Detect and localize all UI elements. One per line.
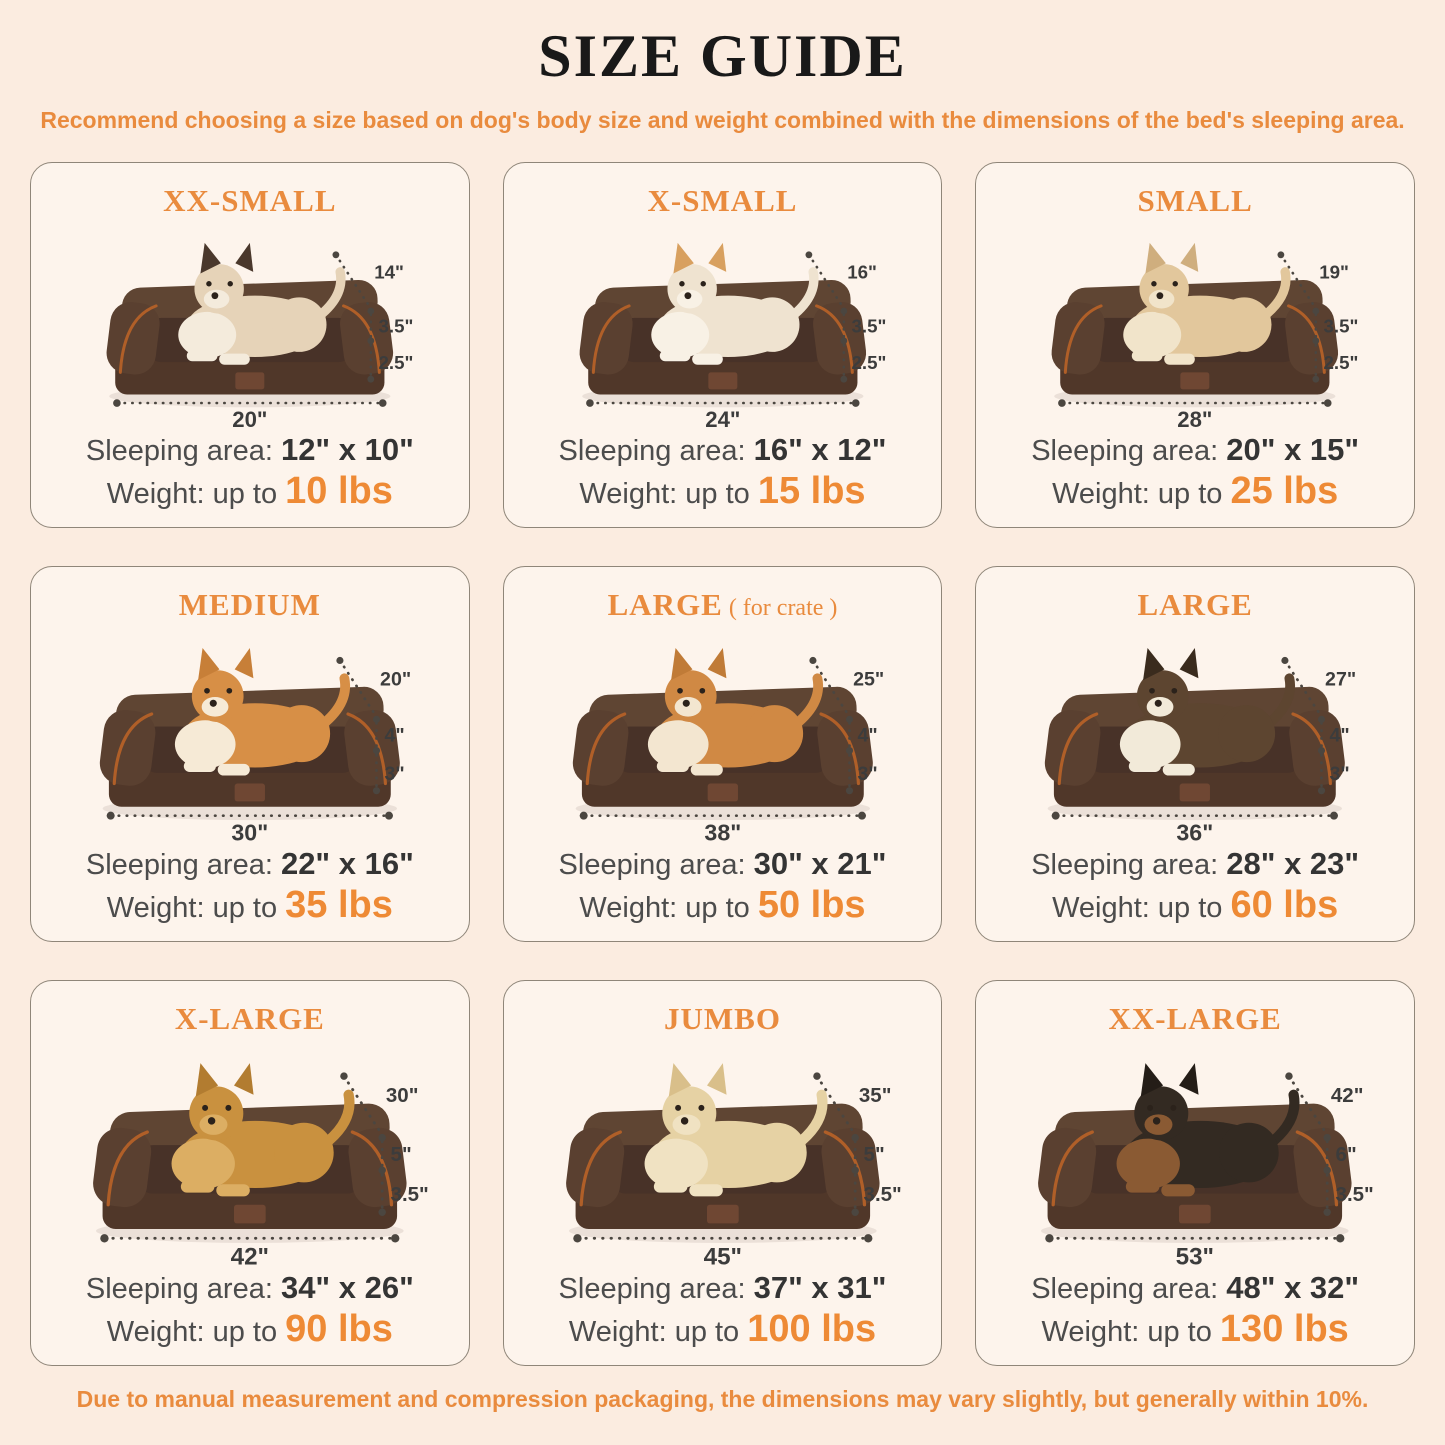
dimension-dot — [373, 787, 380, 794]
size-name-main: SMALL — [1137, 183, 1253, 218]
pet-muzzle — [1149, 290, 1175, 309]
pet-nose — [681, 1117, 688, 1124]
pet-ear-right — [235, 243, 253, 272]
pet-front-paw — [184, 760, 216, 772]
lower-height-label: 2.5" — [378, 351, 414, 373]
bed-width-label: 38" — [704, 819, 741, 846]
bed-width-label: 36" — [1176, 819, 1214, 846]
size-card — [975, 980, 1415, 1366]
sleeping-area-line — [86, 432, 414, 468]
pet-muzzle — [200, 1114, 228, 1135]
dimension-dot — [367, 337, 374, 344]
dimension-dot — [1318, 787, 1325, 794]
bed-brand-tag — [234, 1205, 266, 1224]
dimension-dot — [379, 399, 387, 407]
pet-front-paw — [689, 1184, 723, 1196]
bed-brand-tag — [235, 372, 264, 389]
sleeping-area-value: 37" x 31" — [753, 1270, 887, 1305]
sleeping-area-value: 16" x 12" — [753, 432, 887, 467]
sleeping-area-value: 48" x 32" — [1226, 1270, 1360, 1305]
weight-line — [579, 884, 865, 927]
bed-width-label: 24" — [704, 406, 741, 432]
size-name-suffix: ( for crate ) — [722, 595, 838, 621]
sleeping-area-label: Sleeping area: — [1031, 849, 1227, 881]
size-grid — [30, 162, 1415, 1366]
bed-illustration — [984, 623, 1406, 846]
diagonal-dimension-label: 35" — [858, 1084, 892, 1108]
weight-line — [1052, 884, 1338, 927]
pet-eye — [677, 688, 683, 694]
diagonal-dimension-label: 16" — [846, 261, 877, 283]
dimension-dot — [852, 399, 860, 407]
upper-height-label: 4" — [1329, 724, 1351, 747]
bed-illustration — [39, 1037, 461, 1270]
bed-brand-tag — [1179, 1205, 1211, 1224]
weight-value: 50 lbs — [757, 884, 866, 926]
pet-front-paw — [656, 760, 688, 772]
pet-muzzle — [1145, 1114, 1173, 1135]
bed-brand-tag — [1180, 784, 1210, 802]
sleeping-area-label: Sleeping area: — [85, 435, 281, 467]
sleeping-area-value: 34" x 26" — [280, 1270, 414, 1305]
pet-haunch — [272, 297, 327, 352]
dimension-dot — [805, 251, 812, 258]
pet-ear-right — [707, 648, 726, 678]
sleeping-area-label: Sleeping area: — [1031, 435, 1227, 467]
upper-height-label: 6" — [1335, 1142, 1358, 1166]
weight-line — [107, 884, 393, 927]
pet-ear-right — [235, 648, 254, 678]
dimension-dot — [378, 1208, 385, 1215]
bed-brand-tag — [707, 1205, 739, 1224]
bed-brand-tag — [707, 784, 737, 802]
dimension-dot — [332, 251, 339, 258]
pet-haunch — [1217, 297, 1272, 352]
upper-height-label: 4" — [857, 724, 878, 747]
dimension-dot — [1318, 747, 1325, 754]
upper-height-label: 3.5" — [1323, 315, 1359, 337]
dimension-dot — [1324, 1208, 1331, 1215]
dimension-dot — [107, 812, 115, 820]
weight-label: Weight: up to — [106, 1316, 286, 1348]
weight-value: 130 lbs — [1219, 1308, 1349, 1350]
dimension-dot — [851, 1208, 858, 1215]
lower-height-label: 2.5" — [851, 351, 887, 373]
size-card — [30, 566, 470, 942]
size-name-main: X-SMALL — [647, 183, 798, 218]
dimension-dot — [1324, 399, 1332, 407]
size-card — [975, 162, 1415, 528]
bed-illustration — [39, 219, 461, 432]
pet-front-paw — [1132, 350, 1163, 361]
sleeping-area-line — [1031, 846, 1359, 882]
size-card — [30, 980, 470, 1366]
pet-eye — [1147, 1105, 1153, 1111]
weight-line — [1042, 1308, 1349, 1351]
dimension-dot — [864, 1234, 872, 1242]
diagonal-dimension-label: 30" — [385, 1084, 419, 1108]
header — [0, 0, 1445, 134]
pet-eye — [700, 281, 705, 286]
upper-height-label: 3.5" — [851, 315, 887, 337]
weight-value: 90 lbs — [285, 1308, 393, 1350]
pet-nose — [684, 292, 691, 299]
pet-haunch — [747, 1123, 807, 1183]
weight-label: Weight: up to — [579, 892, 758, 924]
dimension-dot — [1286, 1072, 1293, 1079]
pet-haunch — [274, 1123, 334, 1183]
bed-illustration — [39, 623, 461, 846]
pet-front-paw — [181, 1181, 215, 1193]
size-name-main: JUMBO — [664, 1001, 781, 1036]
size-name-main: XX-SMALL — [163, 183, 337, 218]
pet-ear-right — [234, 1063, 254, 1095]
dimension-dot — [840, 376, 847, 383]
dimension-dot — [840, 337, 847, 344]
pet-eye — [204, 688, 210, 694]
pet-eye — [1152, 281, 1157, 286]
bed-illustration — [984, 1037, 1406, 1270]
lower-height-label: 3.5" — [1335, 1183, 1375, 1207]
size-name — [175, 1001, 325, 1037]
diagonal-dimension-label: 27" — [1325, 668, 1357, 691]
bed-brand-tag — [235, 784, 265, 802]
disclaimer-note: Due to manual measurement and compression packaging, the dimensions may vary slightly, but generally within 10%. — [76, 1386, 1369, 1412]
pet-front-paw — [1162, 1184, 1196, 1196]
sleeping-area-value: 12" x 10" — [280, 432, 414, 467]
pet-nose — [210, 700, 217, 707]
size-name — [1138, 183, 1253, 219]
size-name-main: LARGE — [607, 587, 723, 622]
dimension-dot — [373, 747, 380, 754]
size-card — [503, 162, 943, 528]
bed-illustration — [512, 219, 934, 432]
dimension-dot — [1058, 399, 1066, 407]
size-card — [503, 980, 943, 1366]
weight-value: 25 lbs — [1230, 470, 1339, 512]
weight-line — [1052, 470, 1338, 513]
dimension-dot — [391, 1234, 399, 1242]
weight-value: 10 lbs — [285, 470, 393, 512]
pet-eye — [1149, 688, 1155, 694]
pet-eye — [699, 688, 705, 694]
size-card — [30, 162, 470, 528]
weight-line — [107, 1308, 393, 1351]
size-name-main: MEDIUM — [178, 587, 321, 622]
diagonal-dimension-label: 42" — [1331, 1084, 1364, 1108]
pet-haunch — [745, 297, 800, 352]
weight-value: 100 lbs — [747, 1308, 877, 1350]
pet-nose — [1155, 700, 1162, 707]
sleeping-area-line — [1031, 432, 1359, 468]
pet-eye — [202, 1105, 208, 1111]
pet-muzzle — [672, 1114, 700, 1135]
pet-front-paw — [1164, 354, 1195, 365]
dimension-dot — [1313, 337, 1320, 344]
sleeping-area-label: Sleeping area: — [85, 849, 281, 881]
weight-label: Weight: up to — [106, 892, 286, 924]
dimension-dot — [340, 1072, 347, 1079]
weight-line — [107, 470, 393, 513]
sleeping-area-label: Sleeping area: — [85, 1273, 281, 1305]
pet-eye — [226, 688, 232, 694]
pet-ear-right — [1180, 648, 1199, 678]
bed-illustration — [984, 219, 1406, 432]
size-name — [648, 183, 798, 219]
pet-eye — [698, 1105, 704, 1111]
bed-width-label: 30" — [231, 819, 269, 846]
upper-height-label: 5" — [863, 1142, 885, 1166]
bed-illustration — [512, 1037, 934, 1270]
pet-front-paw — [216, 1184, 250, 1196]
pet-haunch — [1218, 705, 1275, 762]
size-name — [1138, 587, 1253, 623]
sleeping-area-value: 20" x 15" — [1226, 432, 1360, 467]
sleeping-area-line — [559, 1270, 887, 1306]
pet-nose — [211, 292, 218, 299]
dimension-dot — [1330, 812, 1338, 820]
pet-eye — [206, 281, 211, 286]
pet-eye — [679, 281, 684, 286]
size-name — [163, 183, 336, 219]
pet-front-paw — [1163, 764, 1195, 776]
pet-front-paw — [218, 764, 250, 776]
pet-ear-right — [1181, 243, 1199, 272]
pet-eye — [1172, 688, 1178, 694]
diagonal-dimension-label: 14" — [374, 261, 404, 283]
pet-muzzle — [676, 290, 702, 309]
pet-muzzle — [674, 697, 701, 717]
sleeping-area-value: 30" x 21" — [753, 846, 887, 881]
pet-nose — [682, 700, 689, 707]
sleeping-area-line — [86, 846, 414, 882]
pet-eye — [675, 1105, 681, 1111]
bed-width-label: 20" — [232, 406, 268, 432]
weight-value: 15 lbs — [757, 470, 866, 512]
bed-illustration — [512, 623, 934, 846]
pet-eye — [228, 281, 233, 286]
dimension-dot — [586, 399, 594, 407]
bed-width-label: 42" — [230, 1243, 270, 1270]
pet-haunch — [1219, 1123, 1279, 1183]
lower-height-label: 3.5" — [390, 1183, 429, 1207]
pet-front-paw — [1126, 1181, 1160, 1193]
pet-ear-right — [1179, 1063, 1199, 1095]
size-name — [179, 587, 321, 623]
lower-height-label: 3" — [857, 762, 878, 785]
pet-eye — [225, 1105, 231, 1111]
pet-front-paw — [654, 1181, 688, 1193]
dimension-dot — [858, 812, 866, 820]
dimension-dot — [1282, 657, 1289, 664]
pet-front-paw — [1129, 760, 1161, 772]
dimension-dot — [378, 1167, 385, 1174]
weight-value: 60 lbs — [1230, 884, 1339, 926]
bed-brand-tag — [708, 372, 737, 389]
size-name-main: XX-LARGE — [1108, 1001, 1282, 1036]
sleeping-area-line — [559, 432, 887, 468]
bed-width-label: 53" — [1175, 1243, 1215, 1270]
pet-front-paw — [659, 350, 690, 361]
dimension-dot — [846, 787, 853, 794]
bed-width-label: 45" — [703, 1243, 742, 1270]
diagonal-dimension-label: 25" — [852, 668, 884, 691]
pet-haunch — [273, 705, 330, 762]
size-name-main: LARGE — [1137, 587, 1253, 622]
pet-front-paw — [219, 354, 250, 365]
weight-line — [569, 1308, 876, 1351]
pet-nose — [1153, 1117, 1160, 1124]
dimension-dot — [573, 1234, 581, 1242]
page-title: SIZE GUIDE — [538, 23, 907, 89]
pet-front-paw — [187, 350, 218, 361]
sleeping-area-value: 28" x 23" — [1226, 846, 1360, 881]
pet-ear-right — [707, 1063, 727, 1095]
lower-height-label: 3" — [1329, 762, 1351, 785]
dimension-dot — [100, 1234, 108, 1242]
size-name — [1108, 1001, 1281, 1037]
dimension-dot — [1046, 1234, 1054, 1242]
dimension-dot — [846, 747, 853, 754]
pet-haunch — [746, 705, 803, 762]
lower-height-label: 3" — [384, 762, 405, 785]
upper-height-label: 3.5" — [378, 315, 414, 337]
sleeping-area-line — [86, 1270, 414, 1306]
weight-label: Weight: up to — [1052, 892, 1231, 924]
size-name — [608, 587, 838, 623]
pet-ear-right — [708, 243, 726, 272]
weight-line — [579, 470, 865, 513]
weight-label: Weight: up to — [106, 478, 286, 510]
weight-label: Weight: up to — [1052, 478, 1231, 510]
dimension-dot — [813, 1072, 820, 1079]
size-card — [503, 566, 943, 942]
weight-label: Weight: up to — [568, 1316, 748, 1348]
size-name-main: X-LARGE — [174, 1001, 325, 1036]
pet-muzzle — [1147, 697, 1174, 717]
upper-height-label: 4" — [384, 724, 405, 747]
lower-height-label: 3.5" — [863, 1183, 902, 1207]
dimension-dot — [1052, 812, 1060, 820]
dimension-dot — [1313, 376, 1320, 383]
size-name — [664, 1001, 781, 1037]
pet-muzzle — [202, 697, 229, 717]
pet-front-paw — [690, 764, 722, 776]
sleeping-area-label: Sleeping area: — [558, 435, 754, 467]
pet-nose — [1157, 292, 1164, 299]
dimension-dot — [336, 657, 343, 664]
dimension-dot — [809, 657, 816, 664]
pet-nose — [208, 1117, 215, 1124]
upper-height-label: 5" — [390, 1142, 412, 1166]
pet-eye — [1171, 1105, 1177, 1111]
sleeping-area-label: Sleeping area: — [1031, 1273, 1227, 1305]
weight-label: Weight: up to — [579, 478, 758, 510]
dimension-dot — [579, 812, 587, 820]
dimension-dot — [113, 399, 121, 407]
sleeping-area-value: 22" x 16" — [280, 846, 414, 881]
bed-width-label: 28" — [1177, 406, 1213, 432]
sleeping-area-label: Sleeping area: — [558, 1273, 754, 1305]
pet-eye — [1173, 281, 1178, 286]
size-card — [975, 566, 1415, 942]
dimension-dot — [1336, 1234, 1344, 1242]
page-subtitle: Recommend choosing a size based on dog's body size and weight combined with the dimensions of the bed's sleeping area. — [40, 107, 1405, 133]
weight-value: 35 lbs — [285, 884, 393, 926]
dimension-dot — [367, 376, 374, 383]
diagonal-dimension-label: 20" — [380, 668, 412, 691]
sleeping-area-line — [1031, 1270, 1359, 1306]
diagonal-dimension-label: 19" — [1319, 261, 1350, 283]
sleeping-area-label: Sleeping area: — [558, 849, 754, 881]
dimension-dot — [385, 812, 393, 820]
dimension-dot — [851, 1167, 858, 1174]
pet-front-paw — [692, 354, 723, 365]
lower-height-label: 2.5" — [1323, 351, 1359, 373]
weight-label: Weight: up to — [1041, 1316, 1220, 1348]
dimension-dot — [1278, 251, 1285, 258]
bed-brand-tag — [1181, 372, 1210, 389]
sleeping-area-line — [559, 846, 887, 882]
pet-muzzle — [204, 290, 230, 309]
dimension-dot — [1324, 1167, 1331, 1174]
